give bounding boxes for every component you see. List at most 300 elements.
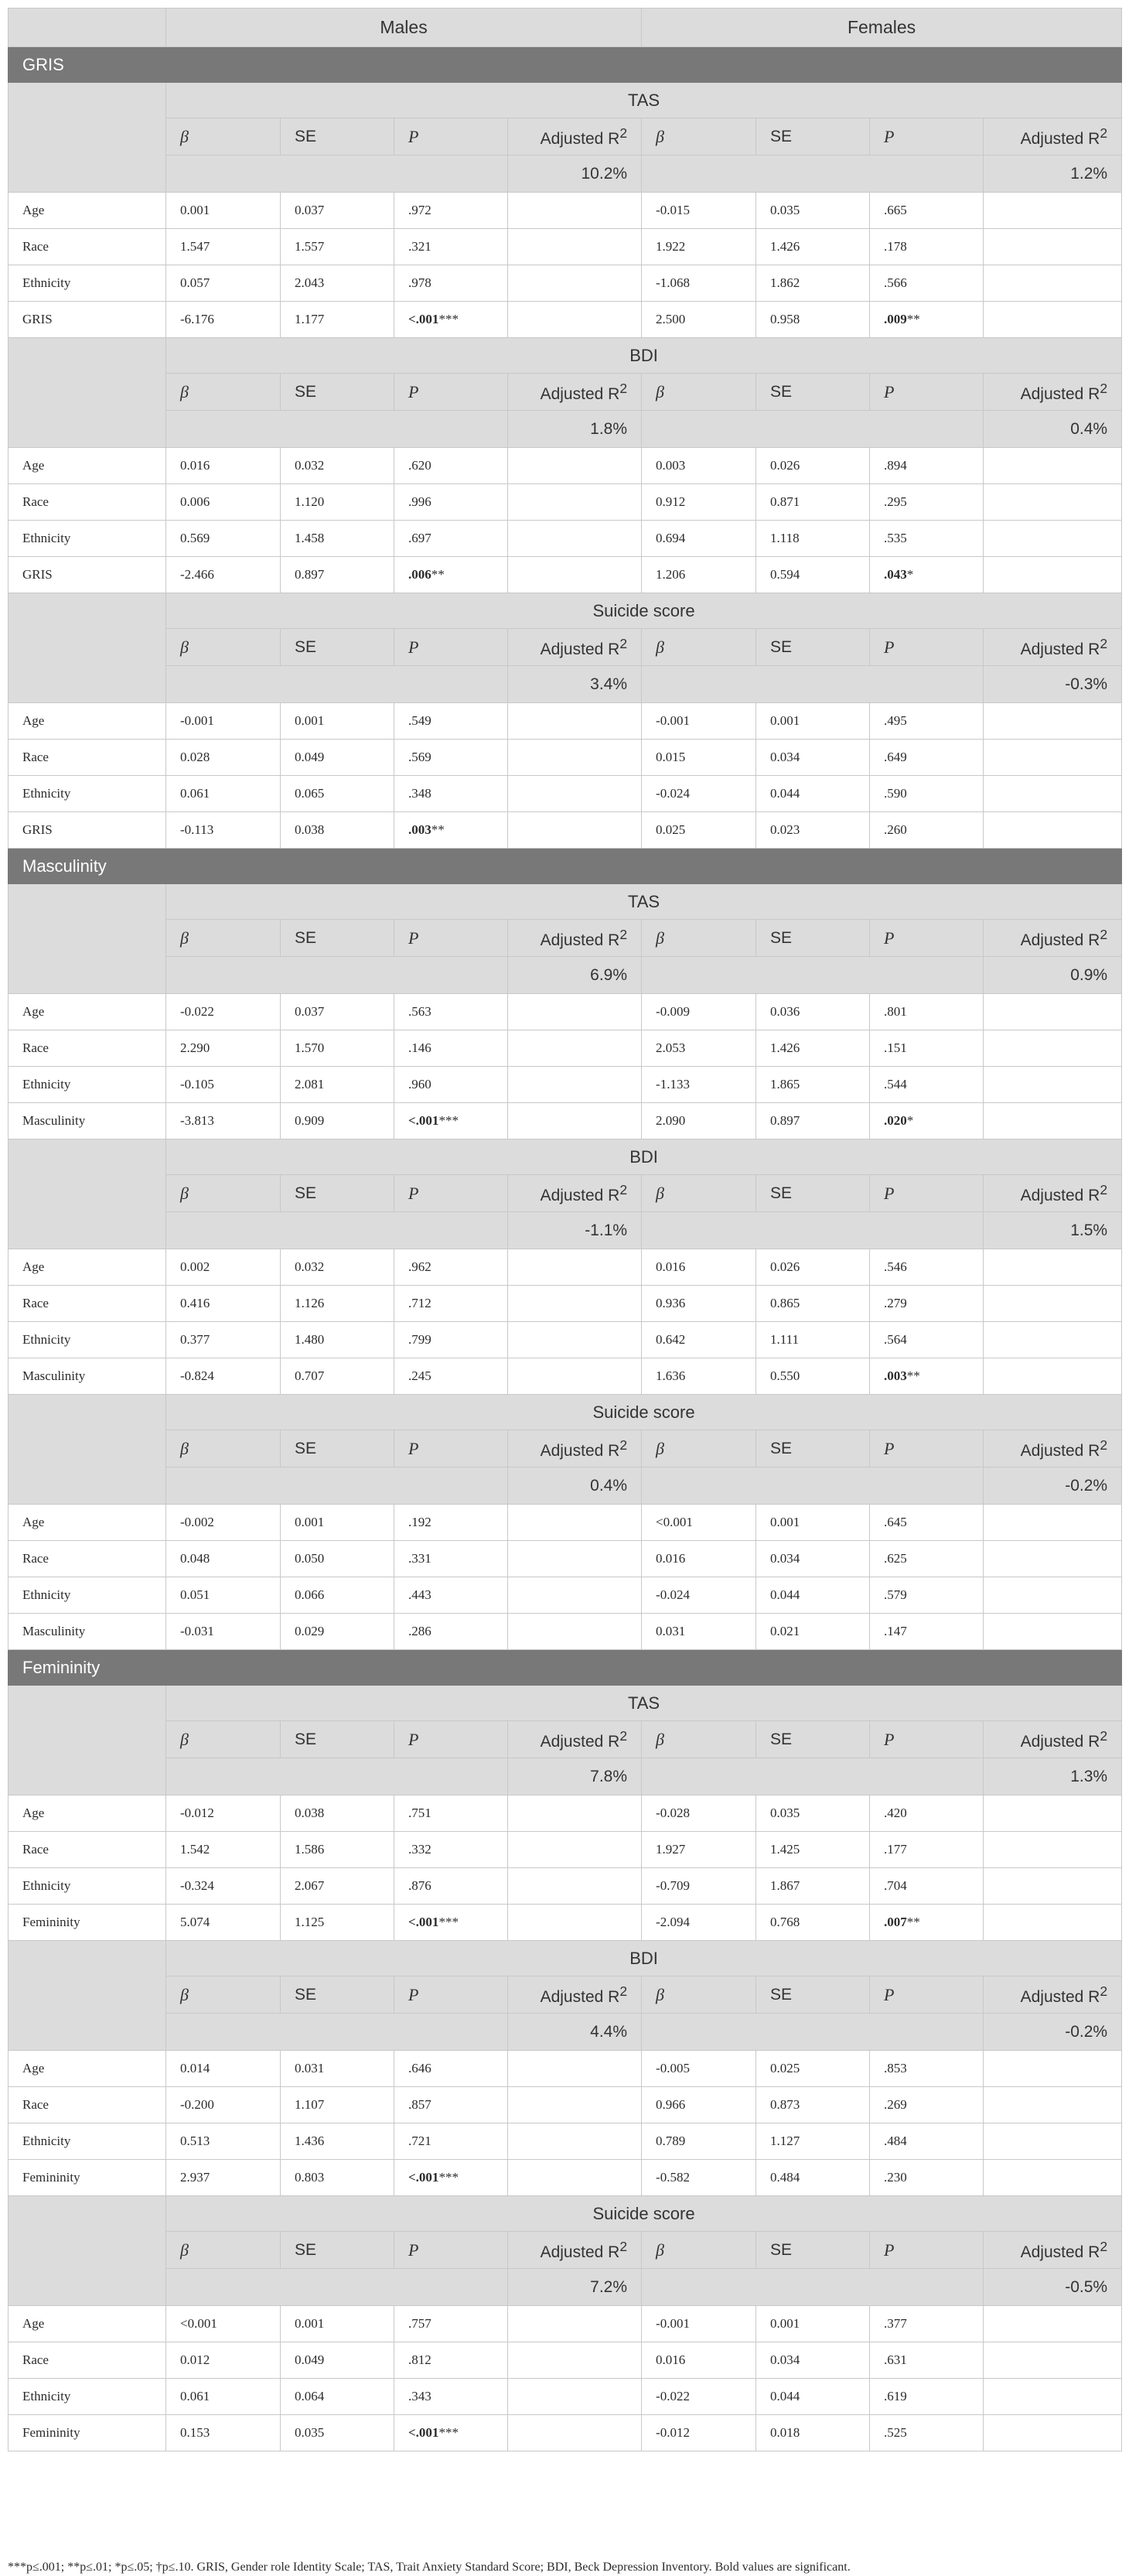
- regression-table-container: [8, 8, 1121, 2451]
- males-adjusted-r2-empty: [508, 2415, 642, 2451]
- males-beta-value: 0.002: [166, 1249, 281, 1286]
- predictor-label: Race: [9, 2087, 166, 2123]
- females-beta-value: 0.642: [642, 1322, 756, 1358]
- males-se-value: 0.001: [281, 703, 394, 740]
- males-beta-value: -0.824: [166, 1358, 281, 1395]
- males-se-value: 0.049: [281, 2342, 394, 2379]
- males-p-value: .812: [394, 2342, 508, 2379]
- table-row: [9, 812, 1122, 849]
- adjusted-r2-row: [9, 1467, 1122, 1505]
- outcome-label-blank-cell: [9, 884, 166, 994]
- females-se-value: 0.044: [756, 1577, 870, 1614]
- females-adjusted-r2-header: [984, 118, 1122, 155]
- adjusted-r-superscript: 2: [619, 635, 628, 651]
- adjusted-r-superscript: 2: [619, 1181, 628, 1197]
- adjusted-r2-row: [9, 155, 1122, 193]
- males-se-value: 1.458: [281, 521, 394, 557]
- males-adjusted-r2-empty: [508, 1795, 642, 1832]
- males-adjusted-r2-empty: [508, 1541, 642, 1577]
- table-row: [9, 1577, 1122, 1614]
- p-value-text: .043: [884, 567, 907, 582]
- p-value-text: <.001: [408, 1113, 439, 1128]
- males-beta-value: 0.012: [166, 2342, 281, 2379]
- females-p-value: .535: [870, 521, 984, 557]
- adjusted-r-superscript: 2: [1100, 2238, 1108, 2254]
- females-se-value: 0.034: [756, 2342, 870, 2379]
- p-value-text: <.001: [408, 2170, 439, 2185]
- predictor-label: Ethnicity: [9, 1322, 166, 1358]
- females-adjusted-r2-empty: [984, 1905, 1122, 1941]
- females-beta-header: β: [642, 1721, 756, 1758]
- females-p-value: [870, 1358, 984, 1395]
- females-adjusted-r2-value: 1.5%: [984, 1212, 1122, 1249]
- males-beta-value: 0.014: [166, 2051, 281, 2087]
- males-p-header: P: [394, 1175, 508, 1212]
- outcome-title: TAS: [166, 1686, 1122, 1721]
- males-p-value: [394, 2160, 508, 2196]
- males-se-value: 0.909: [281, 1103, 394, 1139]
- predictor-label: Race: [9, 2342, 166, 2379]
- males-adjusted-r2-header: [508, 118, 642, 155]
- males-beta-header: β: [166, 1175, 281, 1212]
- males-p-value: .697: [394, 521, 508, 557]
- females-se-value: 0.550: [756, 1358, 870, 1395]
- females-beta-value: 2.500: [642, 302, 756, 338]
- predictor-label: Ethnicity: [9, 1868, 166, 1905]
- males-beta-value: -3.813: [166, 1103, 281, 1139]
- predictor-label: Femininity: [9, 2415, 166, 2451]
- males-beta-value: 0.001: [166, 193, 281, 229]
- males-p-value: [394, 1103, 508, 1139]
- significance-marker: *: [906, 567, 914, 582]
- males-se-value: 2.043: [281, 265, 394, 302]
- females-adjusted-r2-empty: [984, 448, 1122, 484]
- females-p-value: .579: [870, 1577, 984, 1614]
- predictor-label: Ethnicity: [9, 2379, 166, 2415]
- females-beta-value: 0.789: [642, 2123, 756, 2160]
- males-beta-header: β: [166, 118, 281, 155]
- females-adjusted-r2-empty: [984, 1795, 1122, 1832]
- p-value-text: <.001: [408, 312, 439, 326]
- p-value-text: .020: [884, 1113, 907, 1128]
- table-row: [9, 1832, 1122, 1868]
- males-p-value: .972: [394, 193, 508, 229]
- outcome-title: Suicide score: [166, 1395, 1122, 1430]
- females-adjusted-r2-empty: [984, 1614, 1122, 1650]
- males-se-value: 0.049: [281, 740, 394, 776]
- males-beta-value: 0.048: [166, 1541, 281, 1577]
- females-p-header: P: [870, 2232, 984, 2269]
- males-beta-value: 1.547: [166, 229, 281, 265]
- females-beta-value: -2.094: [642, 1905, 756, 1941]
- males-se-header: SE: [281, 629, 394, 666]
- females-se-value: 0.034: [756, 740, 870, 776]
- females-beta-value: 2.090: [642, 1103, 756, 1139]
- males-adjusted-r2-header: [508, 1175, 642, 1212]
- males-adjusted-r2-empty: [508, 1067, 642, 1103]
- adjusted-r-label: Adjusted R: [1020, 1732, 1100, 1751]
- females-se-value: 0.044: [756, 776, 870, 812]
- females-beta-value: 0.003: [642, 448, 756, 484]
- females-adjusted-r2-value: 1.3%: [984, 1758, 1122, 1795]
- females-adjusted-r2-empty: [984, 1505, 1122, 1541]
- adjusted-r-label: Adjusted R: [1020, 384, 1100, 403]
- females-se-value: 0.018: [756, 2415, 870, 2451]
- males-adjusted-r2-empty: [508, 1322, 642, 1358]
- significance-marker: **: [431, 567, 445, 582]
- males-adjusted-r2-value: 1.8%: [508, 411, 642, 448]
- females-adjusted-r2-empty: [984, 1832, 1122, 1868]
- females-se-header: SE: [756, 1721, 870, 1758]
- males-se-header: SE: [281, 2232, 394, 2269]
- males-p-value: .712: [394, 1286, 508, 1322]
- males-adjusted-r2-empty: [508, 484, 642, 521]
- males-p-value: [394, 302, 508, 338]
- significance-marker: ***: [438, 312, 459, 326]
- table-row: [9, 1322, 1122, 1358]
- males-p-header: P: [394, 1976, 508, 2014]
- adjusted-r-label: Adjusted R: [540, 1732, 620, 1751]
- males-beta-value: 0.153: [166, 2415, 281, 2451]
- column-header-row: [9, 1976, 1122, 2014]
- significance-marker: **: [431, 822, 445, 837]
- females-p-header: P: [870, 920, 984, 957]
- females-se-value: 1.111: [756, 1322, 870, 1358]
- males-adjusted-r2-empty: [508, 1358, 642, 1395]
- p-value-text: .003: [884, 1368, 907, 1383]
- predictor-label: Masculinity: [9, 1614, 166, 1650]
- outcome-header-row: [9, 1139, 1122, 1175]
- column-header-row: [9, 1175, 1122, 1212]
- outcome-title: BDI: [166, 1139, 1122, 1175]
- males-se-value: 2.081: [281, 1067, 394, 1103]
- females-beta-value: 0.016: [642, 1541, 756, 1577]
- significance-marker: ***: [438, 2170, 459, 2185]
- females-beta-header: β: [642, 1175, 756, 1212]
- r2-blank-cell: [166, 1467, 508, 1505]
- males-adjusted-r2-empty: [508, 521, 642, 557]
- females-adjusted-r2-empty: [984, 302, 1122, 338]
- r2-blank-cell: [642, 666, 984, 703]
- females-beta-value: 0.694: [642, 521, 756, 557]
- females-beta-header: β: [642, 374, 756, 411]
- table-row: [9, 2342, 1122, 2379]
- females-beta-header: β: [642, 1976, 756, 2014]
- females-se-header: SE: [756, 2232, 870, 2269]
- females-se-value: 1.865: [756, 1067, 870, 1103]
- females-p-value: .484: [870, 2123, 984, 2160]
- males-beta-value: 0.006: [166, 484, 281, 521]
- females-adjusted-r2-empty: [984, 557, 1122, 593]
- table-row: [9, 1541, 1122, 1577]
- males-adjusted-r2-header: [508, 629, 642, 666]
- predictor-label: Age: [9, 1795, 166, 1832]
- males-beta-value: -0.001: [166, 703, 281, 740]
- adjusted-r-label: Adjusted R: [1020, 2243, 1100, 2261]
- females-adjusted-r2-empty: [984, 740, 1122, 776]
- females-p-value: .495: [870, 703, 984, 740]
- females-se-value: 0.044: [756, 2379, 870, 2415]
- outcome-title: BDI: [166, 338, 1122, 374]
- females-beta-value: 0.031: [642, 1614, 756, 1650]
- females-se-value: 1.426: [756, 229, 870, 265]
- males-beta-value: 5.074: [166, 1905, 281, 1941]
- males-p-value: .960: [394, 1067, 508, 1103]
- males-beta-value: -0.105: [166, 1067, 281, 1103]
- table-row: [9, 2379, 1122, 2415]
- table-footnote: ***p≤.001; **p≤.01; *p≤.05; †p≤.10. GRIS, Gender role Identity Scale; TAS, Trait Anxiety Standard Score; BDI, Beck Depression Inventory. Bold values are significant.: [8, 2561, 851, 2574]
- females-adjusted-r2-value: -0.5%: [984, 2269, 1122, 2306]
- males-adjusted-r2-empty: [508, 1832, 642, 1868]
- females-adjusted-r2-empty: [984, 1358, 1122, 1395]
- adjusted-r-superscript: 2: [619, 1437, 628, 1453]
- outcome-title: TAS: [166, 83, 1122, 118]
- females-p-value: .279: [870, 1286, 984, 1322]
- column-header-row: [9, 118, 1122, 155]
- predictor-label: Race: [9, 484, 166, 521]
- males-adjusted-r2-value: 3.4%: [508, 666, 642, 703]
- females-beta-value: -0.024: [642, 776, 756, 812]
- males-header: Males: [166, 9, 642, 47]
- females-adjusted-r2-empty: [984, 703, 1122, 740]
- females-beta-value: 2.053: [642, 1030, 756, 1067]
- males-adjusted-r2-empty: [508, 265, 642, 302]
- males-p-value: .751: [394, 1795, 508, 1832]
- males-p-value: .569: [394, 740, 508, 776]
- males-se-value: 1.126: [281, 1286, 394, 1322]
- males-se-value: 1.177: [281, 302, 394, 338]
- table-row: [9, 994, 1122, 1030]
- males-adjusted-r2-empty: [508, 1905, 642, 1941]
- males-adjusted-r2-empty: [508, 2051, 642, 2087]
- r2-blank-cell: [166, 1758, 508, 1795]
- males-adjusted-r2-empty: [508, 1577, 642, 1614]
- males-beta-value: 0.057: [166, 265, 281, 302]
- males-beta-value: <0.001: [166, 2306, 281, 2342]
- males-beta-value: -0.200: [166, 2087, 281, 2123]
- males-p-value: .321: [394, 229, 508, 265]
- males-p-header: P: [394, 1721, 508, 1758]
- table-row: [9, 1030, 1122, 1067]
- females-p-value: .546: [870, 1249, 984, 1286]
- adjusted-r-superscript: 2: [1100, 1181, 1108, 1197]
- females-beta-value: 1.927: [642, 1832, 756, 1868]
- males-p-value: .146: [394, 1030, 508, 1067]
- females-se-value: 0.001: [756, 1505, 870, 1541]
- males-p-header: P: [394, 374, 508, 411]
- females-adjusted-r2-header: [984, 920, 1122, 957]
- adjusted-r-superscript: 2: [619, 1983, 628, 1999]
- males-p-header: P: [394, 118, 508, 155]
- males-se-value: 1.586: [281, 1832, 394, 1868]
- females-p-value: .295: [870, 484, 984, 521]
- females-p-value: .177: [870, 1832, 984, 1868]
- column-header-row: [9, 920, 1122, 957]
- females-p-value: .566: [870, 265, 984, 302]
- adjusted-r-label: Adjusted R: [1020, 1186, 1100, 1204]
- predictor-label: Race: [9, 1541, 166, 1577]
- outcome-label-blank-cell: [9, 1686, 166, 1795]
- table-row: [9, 484, 1122, 521]
- adjusted-r2-row: [9, 1212, 1122, 1249]
- table-row: [9, 1868, 1122, 1905]
- table-row: [9, 2306, 1122, 2342]
- females-p-header: P: [870, 1976, 984, 2014]
- table-row: [9, 521, 1122, 557]
- females-p-value: .230: [870, 2160, 984, 2196]
- males-p-value: .343: [394, 2379, 508, 2415]
- adjusted-r-label: Adjusted R: [1020, 129, 1100, 148]
- outcome-header-row: [9, 593, 1122, 629]
- males-adjusted-r2-empty: [508, 2306, 642, 2342]
- males-beta-value: 0.061: [166, 2379, 281, 2415]
- p-value-text: .007: [884, 1915, 907, 1929]
- females-adjusted-r2-empty: [984, 2160, 1122, 2196]
- males-se-header: SE: [281, 374, 394, 411]
- females-se-value: 0.026: [756, 448, 870, 484]
- adjusted-r-label: Adjusted R: [1020, 1441, 1100, 1460]
- females-p-value: .151: [870, 1030, 984, 1067]
- females-adjusted-r2-empty: [984, 812, 1122, 849]
- table-row: [9, 557, 1122, 593]
- adjusted-r2-row: [9, 2269, 1122, 2306]
- r2-blank-cell: [642, 2269, 984, 2306]
- adjusted-r2-row: [9, 666, 1122, 703]
- males-p-value: .245: [394, 1358, 508, 1395]
- r2-blank-cell: [642, 2014, 984, 2051]
- females-se-value: 1.118: [756, 521, 870, 557]
- outcome-title: BDI: [166, 1941, 1122, 1976]
- outcome-header-row: [9, 2196, 1122, 2232]
- adjusted-r-superscript: 2: [619, 1727, 628, 1744]
- females-p-value: .269: [870, 2087, 984, 2123]
- males-p-value: .996: [394, 484, 508, 521]
- males-beta-header: β: [166, 920, 281, 957]
- females-se-value: 0.035: [756, 1795, 870, 1832]
- females-se-header: SE: [756, 920, 870, 957]
- females-p-value: [870, 302, 984, 338]
- females-adjusted-r2-header: [984, 1175, 1122, 1212]
- females-se-value: 1.867: [756, 1868, 870, 1905]
- adjusted-r-label: Adjusted R: [540, 384, 620, 403]
- males-adjusted-r2-empty: [508, 302, 642, 338]
- males-p-header: P: [394, 629, 508, 666]
- column-header-row: [9, 2232, 1122, 2269]
- predictor-label: Age: [9, 2306, 166, 2342]
- females-beta-header: β: [642, 629, 756, 666]
- males-adjusted-r2-value: 7.8%: [508, 1758, 642, 1795]
- females-se-value: 0.035: [756, 193, 870, 229]
- females-beta-value: -1.133: [642, 1067, 756, 1103]
- section-title: Masculinity: [9, 849, 1122, 884]
- males-adjusted-r2-empty: [508, 1249, 642, 1286]
- males-adjusted-r2-empty: [508, 1614, 642, 1650]
- females-adjusted-r2-empty: [984, 2415, 1122, 2451]
- table-row: [9, 302, 1122, 338]
- adjusted-r-superscript: 2: [619, 380, 628, 396]
- females-adjusted-r2-empty: [984, 2379, 1122, 2415]
- adjusted-r-superscript: 2: [619, 926, 628, 942]
- adjusted-r-label: Adjusted R: [1020, 1987, 1100, 2006]
- males-adjusted-r2-value: 7.2%: [508, 2269, 642, 2306]
- males-se-header: SE: [281, 1976, 394, 2014]
- r2-blank-cell: [166, 1212, 508, 1249]
- females-adjusted-r2-empty: [984, 1322, 1122, 1358]
- r2-blank-cell: [166, 2269, 508, 2306]
- males-se-value: 0.032: [281, 448, 394, 484]
- predictor-label: Age: [9, 703, 166, 740]
- males-adjusted-r2-header: [508, 374, 642, 411]
- females-beta-value: 1.636: [642, 1358, 756, 1395]
- table-row: [9, 193, 1122, 229]
- r2-blank-cell: [166, 155, 508, 193]
- table-row: [9, 2160, 1122, 2196]
- females-beta-header: β: [642, 1430, 756, 1467]
- females-beta-value: -0.012: [642, 2415, 756, 2451]
- females-adjusted-r2-empty: [984, 484, 1122, 521]
- males-beta-header: β: [166, 2232, 281, 2269]
- males-beta-value: 1.542: [166, 1832, 281, 1868]
- males-beta-header: β: [166, 629, 281, 666]
- females-se-value: 0.873: [756, 2087, 870, 2123]
- females-adjusted-r2-header: [984, 1721, 1122, 1758]
- males-p-value: .192: [394, 1505, 508, 1541]
- females-p-value: .665: [870, 193, 984, 229]
- females-p-value: .801: [870, 994, 984, 1030]
- females-beta-value: -0.009: [642, 994, 756, 1030]
- r2-blank-cell: [642, 155, 984, 193]
- males-p-header: P: [394, 2232, 508, 2269]
- outcome-label-blank-cell: [9, 83, 166, 193]
- predictor-label: Ethnicity: [9, 776, 166, 812]
- predictor-label: Age: [9, 2051, 166, 2087]
- females-p-value: .420: [870, 1795, 984, 1832]
- males-se-value: 0.038: [281, 1795, 394, 1832]
- females-adjusted-r2-header: [984, 1430, 1122, 1467]
- table-row: [9, 1249, 1122, 1286]
- females-beta-value: 0.936: [642, 1286, 756, 1322]
- males-adjusted-r2-empty: [508, 193, 642, 229]
- males-adjusted-r2-empty: [508, 2342, 642, 2379]
- r2-blank-cell: [166, 666, 508, 703]
- females-se-value: 1.127: [756, 2123, 870, 2160]
- females-p-value: .625: [870, 1541, 984, 1577]
- males-adjusted-r2-empty: [508, 812, 642, 849]
- predictor-label: Femininity: [9, 1905, 166, 1941]
- males-adjusted-r2-header: [508, 1430, 642, 1467]
- adjusted-r-superscript: 2: [1100, 125, 1108, 141]
- adjusted-r-label: Adjusted R: [540, 640, 620, 658]
- table-row: [9, 1614, 1122, 1650]
- males-beta-value: -0.002: [166, 1505, 281, 1541]
- males-se-value: 0.001: [281, 1505, 394, 1541]
- males-beta-value: 0.569: [166, 521, 281, 557]
- section-title: GRIS: [9, 47, 1122, 83]
- males-beta-value: -0.012: [166, 1795, 281, 1832]
- females-se-value: 0.023: [756, 812, 870, 849]
- females-beta-value: <0.001: [642, 1505, 756, 1541]
- females-se-value: 0.025: [756, 2051, 870, 2087]
- r2-blank-cell: [642, 411, 984, 448]
- males-adjusted-r2-empty: [508, 2087, 642, 2123]
- females-adjusted-r2-empty: [984, 2051, 1122, 2087]
- males-adjusted-r2-header: [508, 1976, 642, 2014]
- females-beta-value: -0.015: [642, 193, 756, 229]
- females-adjusted-r2-empty: [984, 994, 1122, 1030]
- females-p-value: .704: [870, 1868, 984, 1905]
- table-row: [9, 448, 1122, 484]
- table-row: [9, 1286, 1122, 1322]
